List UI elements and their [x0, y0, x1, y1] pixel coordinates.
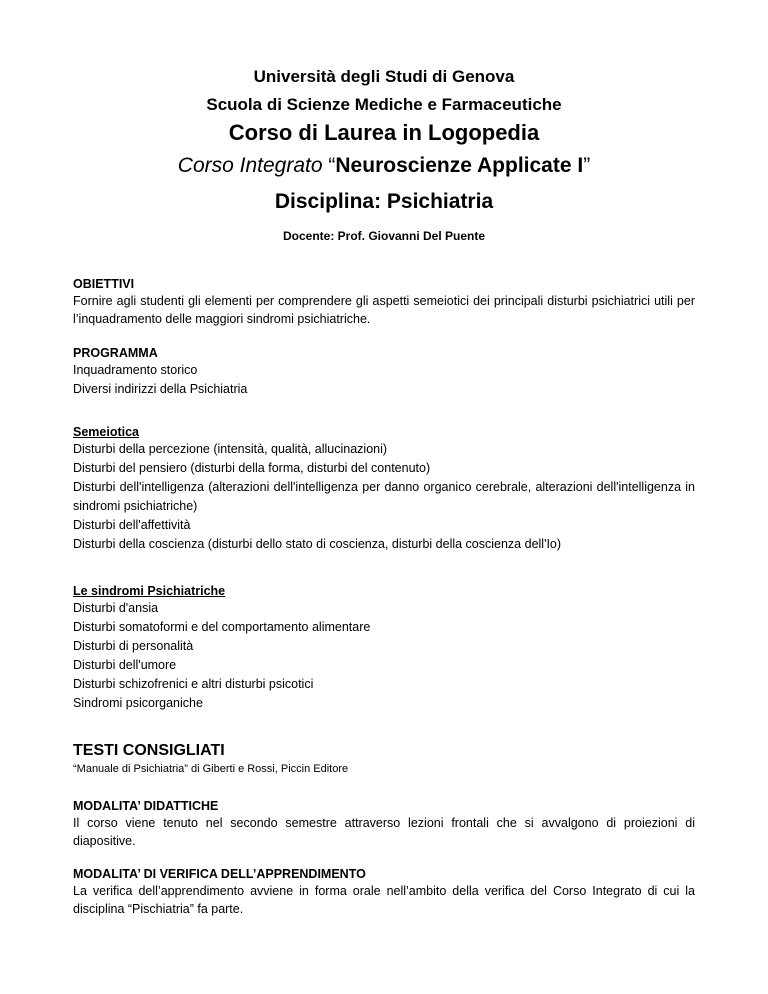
discipline-title: Disciplina: Psichiatria	[274, 190, 494, 213]
course-title: Corso di Laurea in Logopedia	[228, 120, 540, 145]
sindromi-item: Disturbi schizofrenici e altri disturbi psicotici	[73, 677, 314, 691]
sindromi-section	[73, 583, 695, 713]
semeiotica-item: Disturbi dell'intelligenza (alterazioni dell'intelligenza per danno organico cerebrale, alterazioni dell'intelligenza in sindromi psichiatriche)	[73, 480, 695, 513]
semeiotica-item: Disturbi della coscienza (disturbi dello stato di coscienza, disturbi della coscienza dell'Io)	[73, 537, 562, 551]
sindromi-item: Disturbi d'ansia	[73, 601, 159, 615]
obiettivi-section	[73, 276, 695, 328]
programma-title: PROGRAMMA	[73, 346, 158, 360]
sindromi-item: Disturbi dell'umore	[73, 658, 177, 672]
semeiotica-item: Disturbi della percezione (intensità, qualità, allucinazioni)	[73, 442, 388, 456]
integrated-close-quote: ”	[583, 154, 591, 177]
modalita-verifica-title: MODALITA’ DI VERIFICA DELL’APPRENDIMENTO	[73, 867, 366, 881]
semeiotica-section	[73, 424, 695, 554]
modalita-verifica-section	[73, 866, 695, 918]
programma-item: Diversi indirizzi della Psichiatria	[73, 382, 248, 396]
integrated-course-title	[0, 152, 768, 180]
integrated-name: Neuroscienze Applicate I	[335, 154, 584, 177]
sindromi-item: Disturbi di personalità	[73, 639, 194, 653]
teacher-name: Docente: Prof. Giovanni Del Puente	[282, 229, 486, 243]
sindromi-title: Le sindromi Psichiatriche	[73, 584, 226, 598]
integrated-open-quote: “	[328, 154, 336, 177]
testi-text: “Manuale di Psichiatria” di Giberti e Rossi, Piccin Editore	[73, 763, 349, 775]
school-name: Scuola di Scienze Mediche e Farmaceutiche	[206, 95, 562, 114]
modalita-verifica-text: La verifica dell’apprendimento avviene in forma orale nell’ambito della verifica del Corso Integrato di cui la disciplina “Pischiatria” fa parte.	[73, 884, 695, 916]
obiettivi-title: OBIETTIVI	[73, 277, 135, 291]
sindromi-item: Disturbi somatoformi e del comportamento alimentare	[73, 620, 371, 634]
testi-section	[73, 741, 695, 777]
obiettivi-text: Fornire agli studenti gli elementi per comprendere gli aspetti semeiotici dei principali disturbi psichiatrici utili per l’inquadramento delle maggiori sindromi psichiatriche.	[73, 294, 695, 326]
university-name: Università degli Studi di Genova	[253, 67, 515, 86]
modalita-didattiche-title: MODALITA’ DIDATTICHE	[73, 799, 219, 813]
semeiotica-item: Disturbi dell'affettività	[73, 518, 191, 532]
modalita-didattiche-section	[73, 798, 695, 850]
semeiotica-title: Semeiotica	[73, 425, 140, 439]
semeiotica-item: Disturbi del pensiero (disturbi della forma, disturbi del contenuto)	[73, 461, 431, 475]
programma-item: Inquadramento storico	[73, 363, 198, 377]
sindromi-item: Sindromi psicorganiche	[73, 696, 203, 710]
modalita-didattiche-text: Il corso viene tenuto nel secondo semestre attraverso lezioni frontali che si avvalgono di proiezioni di diapositive.	[73, 816, 695, 848]
programma-section	[73, 345, 695, 399]
integrated-prefix: Corso Integrato	[177, 154, 323, 177]
testi-title: TESTI CONSIGLIATI	[73, 742, 225, 759]
